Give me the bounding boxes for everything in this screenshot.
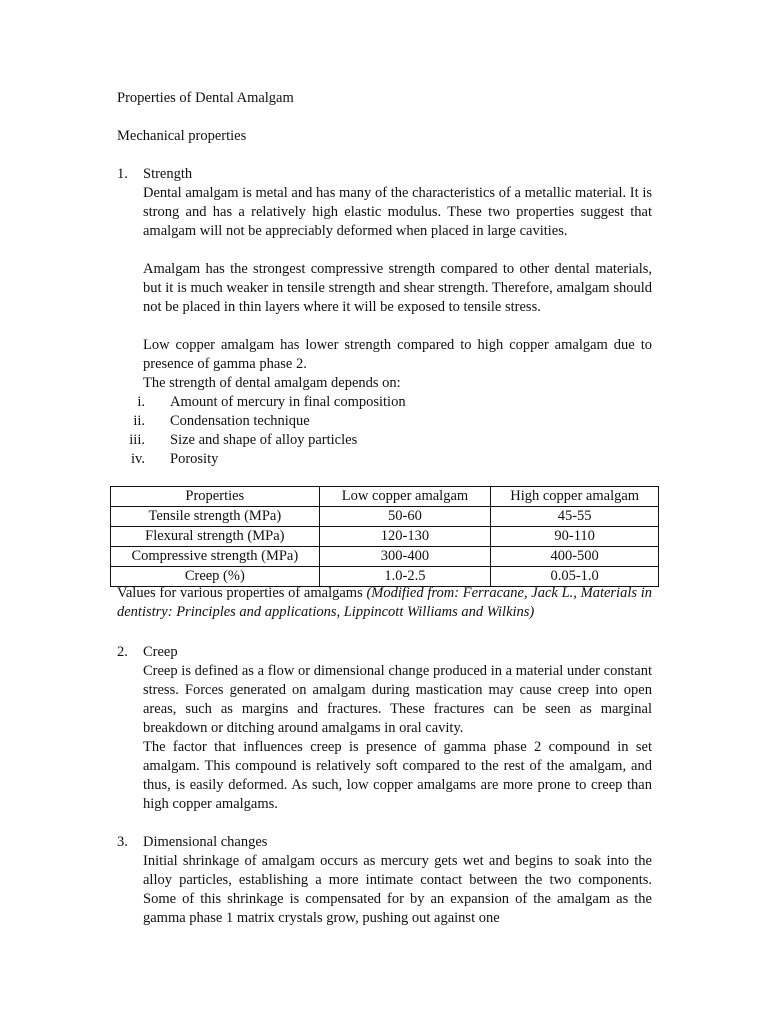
table-cell: Compressive strength (MPa) xyxy=(111,547,320,567)
table-cell: Creep (%) xyxy=(111,567,320,587)
table-cell: 400-500 xyxy=(491,547,659,567)
properties-table xyxy=(110,486,659,587)
table-row xyxy=(111,547,659,567)
table-cell: 300-400 xyxy=(319,547,491,567)
strength-paragraph-3: Low copper amalgam has lower strength compared to high copper amalgam due to presence of gamma phase 2. xyxy=(143,337,652,372)
table-cell: 120-130 xyxy=(319,527,491,547)
table-cell: 50-60 xyxy=(319,507,491,527)
table-header-cell: Low copper amalgam xyxy=(319,487,491,507)
table-caption: Values for various properties of amalgams (Modified from: Ferracane, Jack L., Materials in dentistry: Principles and applications, Lippincott Williams and Wilkins) xyxy=(117,585,652,620)
strength-paragraph-1: Dental amalgam is metal and has many of the characteristics of a metallic material. It is strong and has a relatively high elastic modulus. These two properties suggest that amalgam will not be appreciably deformed when placed in large cavities. xyxy=(143,185,652,239)
section-heading: Creep xyxy=(143,644,178,660)
section-number: 2. xyxy=(117,644,128,660)
table-header-row xyxy=(111,487,659,507)
table-row xyxy=(111,527,659,547)
section-heading: Dimensional changes xyxy=(143,834,268,850)
table-row xyxy=(111,507,659,527)
section-number: 3. xyxy=(117,834,128,850)
strength-paragraph-4: The strength of dental amalgam depends on: xyxy=(143,375,401,391)
section-heading: Strength xyxy=(143,166,193,182)
document-page: Properties of Dental Amalgam Mechanical properties 1. Strength Dental amalgam is metal and has many of the characteristics of a metallic material. It is strong and has a relatively high elastic modulus. These two properties suggest that amalgam will not be appreciably deformed when placed in large cavities. Amalgam has the strongest compressive strength compared to other dental materials, but it is much weaker in tensile strength and shear strength. Therefore, amalgam should not be placed in thin layers where it will be exposed to tensile stress. Low copper amalgam has lower strength compared to high copper amalgam due to presence of gamma phase 2. The strength of dental amalgam depends on: i. Amount of mercury in final composition ii. Condensation technique iii. Size and shape of alloy particles iv. Porosity Properties Low copper amalgam High copper amalgam Tensile strength (MPa) 50-60 45-55 Flexural strength (MPa) 120-130 90-110 Compressive strength (MPa) 300-400 400-500 Creep (%) 1.0-2.5 0.05-1.0 Values for various properties of amalgams (Modified from: Ferracane, Jack L., Materials in dentistry: Principles and applications, Lippincott Williams and Wilkins) 2. Creep Creep is defined as a flow or dimensional change produced in a material under constant stress. Forces generated on amalgam during mastication may cause creep into open areas, such as margins and fractures. These fractures can be seen as marginal breakdown or ditching around amalgams in oral cavity. The factor that influences creep is presence of gamma phase 2 compound in set amalgam. This compound is relatively soft compared to the rest of the amalgam, and thus, is easily deformed. As such, low copper amalgams are more prone to creep than high copper amalgams. 3. Dimensional changes Initial shrinkage of amalgam occurs as mercury gets wet and begins to soak into the alloy particles, establishing a more intimate contact between the two components. Some of this shrinkage is compensated for by an expansion of the amalgam as the gamma phase 1 matrix crystals grow, pushing out against one xyxy=(0,0,768,1024)
strength-paragraph-2: Amalgam has the strongest compressive strength compared to other dental materials, but it is much weaker in tensile strength and shear strength. Therefore, amalgam should not be placed in thin layers where it will be exposed to tensile stress. xyxy=(143,261,652,315)
creep-paragraph-2: The factor that influences creep is presence of gamma phase 2 compound in set amalgam. This compound is relatively soft compared to the rest of the amalgam, and thus, is easily deformed. As such, low copper amalgams are more prone to creep than high copper amalgams. xyxy=(143,739,652,812)
table-cell: 0.05-1.0 xyxy=(491,567,659,587)
table-cell: Tensile strength (MPa) xyxy=(111,507,320,527)
dimensional-paragraph-1: Initial shrinkage of amalgam occurs as mercury gets wet and begins to soak into the alloy particles, establishing a more intimate contact between the two components. Some of this shrinkage is compensated for by an expansion of the amalgam as the gamma phase 1 matrix crystals grow, pushing out against one xyxy=(143,853,652,926)
creep-paragraph-1: Creep is defined as a flow or dimensional change produced in a material under constant stress. Forces generated on amalgam during mastication may cause creep into open areas, such as margins and fractures. These fractures can be seen as marginal breakdown or ditching around amalgams in oral cavity. xyxy=(143,663,652,736)
document-title: Properties of Dental Amalgam xyxy=(117,90,294,106)
table-cell: 45-55 xyxy=(491,507,659,527)
table-header-cell: High copper amalgam xyxy=(491,487,659,507)
section-subtitle: Mechanical properties xyxy=(117,128,247,144)
table-cell: Flexural strength (MPa) xyxy=(111,527,320,547)
section-number: 1. xyxy=(117,166,128,182)
table-cell: 1.0-2.5 xyxy=(319,567,491,587)
table-cell: 90-110 xyxy=(491,527,659,547)
table-header-cell: Properties xyxy=(111,487,320,507)
